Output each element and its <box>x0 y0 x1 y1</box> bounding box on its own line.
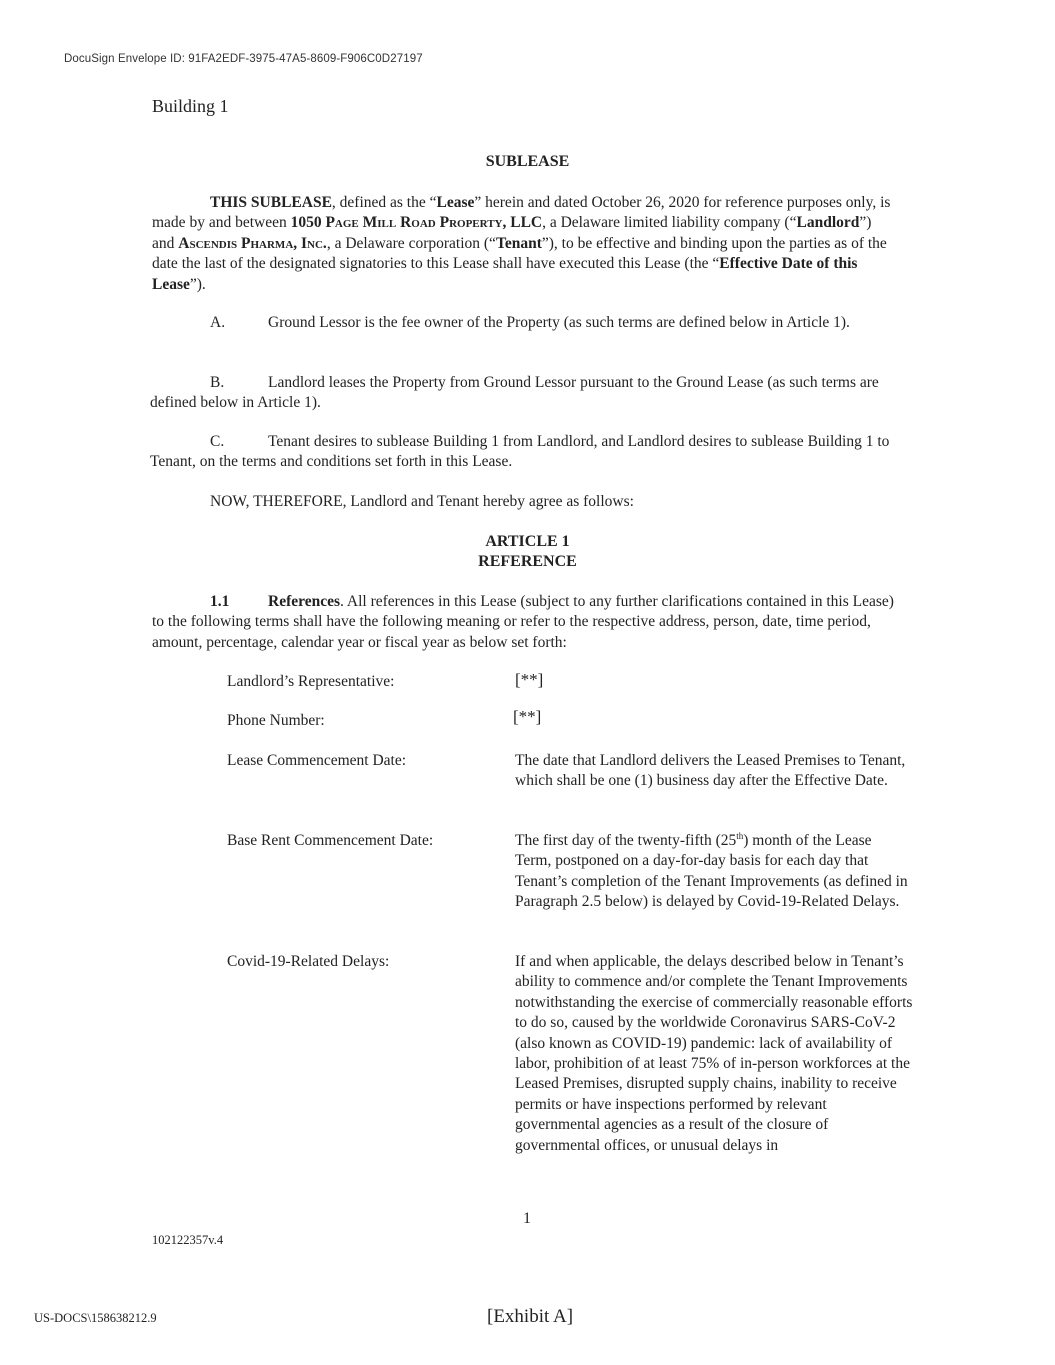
page-number: 1 <box>523 1210 531 1227</box>
document-version-id: 102122357v.4 <box>152 1233 224 1247</box>
intro-text: ”) and <box>152 214 872 252</box>
intro-defined-landlord: Landlord <box>796 214 860 232</box>
us-docs-reference: US-DOCS\158638212.9 <box>34 1311 157 1325</box>
exhibit-label: [Exhibit A] <box>487 1306 574 1327</box>
article-heading: REFERENCE <box>478 553 577 570</box>
intro-text: ” herein and dated October 26, 2020 for reference purposes only, is made by and between <box>152 194 891 232</box>
recital-text: Landlord leases the Property from Ground Lessor pursuant to the Ground Lease (as such terms are defined below in Article 1). <box>150 374 879 412</box>
building-label: Building 1 <box>152 96 229 116</box>
recital-letter: A. <box>210 314 226 331</box>
term-label-covid-delays: Covid-19-Related Delays: <box>227 953 390 970</box>
intro-text: ”). <box>189 275 206 293</box>
article-number: ARTICLE 1 <box>485 533 570 550</box>
term-label-landlord-rep: Landlord’s Representative: <box>227 673 395 690</box>
recital-letter: C. <box>210 433 225 450</box>
intro-defined-effective-date: Effective Date of this Lease <box>152 255 858 293</box>
term-label-lease-commencement: Lease Commencement Date: <box>227 752 407 769</box>
base-rent-text: ) month of the Lease Term, postponed on a day-for-day basis for each day that Tenant’s completion of the Tenant Improvements (as defined in Paragraph 2.5 below) is delayed by Covid-19-Related Delays. <box>515 832 908 911</box>
docusign-envelope-id: DocuSign Envelope ID: 91FA2EDF-3975-47A5-8609-F906C0D27197 <box>64 53 423 65</box>
intro-defined-lease: Lease <box>436 194 475 211</box>
recital-b <box>150 373 898 414</box>
recital-c <box>150 432 890 473</box>
recital-text: Tenant desires to sublease Building 1 from Landlord, and Landlord desires to sublease Building 1 to Tenant, on the terms and conditions set forth in this Lease. <box>150 433 890 471</box>
section-text: . All references in this Lease (subject to any further clarifications contained in this Lease) to the following terms shall have the following meaning or refer to the respective address, person, date, time period, amount, percentage, calendar year or fiscal year as below set forth: <box>152 593 894 651</box>
now-therefore-text: NOW, THEREFORE, Landlord and Tenant hereby agree as follows: <box>210 493 634 510</box>
intro-lead: THIS SUBLEASE <box>210 194 332 211</box>
term-label-phone: Phone Number: <box>227 712 325 729</box>
base-rent-text: The first day of the twenty-fifth (25 <box>515 832 737 849</box>
term-value-phone: [**] <box>513 707 542 726</box>
term-value-lease-commencement: The date that Landlord delivers the Leased Premises to Tenant, which shall be one (1) business day after the Effective Date. <box>515 752 906 790</box>
now-therefore <box>152 492 897 512</box>
term-value-base-rent <box>515 831 910 913</box>
intro-text: , defined as the “ <box>331 194 437 211</box>
section-1-1 <box>152 592 894 653</box>
recital-text: Ground Lessor is the fee owner of the Property (as such terms are defined below in Article 1). <box>268 314 850 331</box>
intro-paragraph <box>152 193 897 295</box>
intro-text: , a Delaware corporation (“ <box>326 234 496 252</box>
document-title: SUBLEASE <box>485 153 570 170</box>
section-number: 1.1 <box>210 593 230 610</box>
section-heading: References <box>268 593 341 610</box>
intro-text: ”), to be effective and binding upon the parties as of the date the last of the designated signatories to this Lease shall have executed this Lease (the “ <box>152 234 887 273</box>
intro-text: , a Delaware limited liability company (“ <box>542 214 797 232</box>
intro-tenant-name: Ascendis Pharma, Inc. <box>178 234 327 252</box>
intro-defined-tenant: Tenant <box>495 234 542 252</box>
term-value-covid-delays: If and when applicable, the delays described below in Tenant’s ability to commence and/or complete the Tenant Improvements notwithstanding the exercise of commercially reasonable efforts to do so, caused by the worldwide Coronavirus SARS-CoV-2 (also known as COVID-19) pandemic: lack of availability of labor, prohibition of at least 75% of in-person workforces at the Leased Premises, disrupted supply chains, inability to receive permits or have inspections performed by relevant governmental agencies as a result of the closure of governmental offices, or unusual delays in <box>515 953 913 1154</box>
recital-letter: B. <box>210 374 225 391</box>
term-label-base-rent: Base Rent Commencement Date: <box>227 832 434 849</box>
term-value-landlord-rep: [**] <box>515 670 544 689</box>
recital-a <box>150 313 895 333</box>
ordinal-suffix: th <box>736 830 744 841</box>
intro-landlord-name: 1050 Page Mill Road Property, LLC <box>290 214 543 232</box>
